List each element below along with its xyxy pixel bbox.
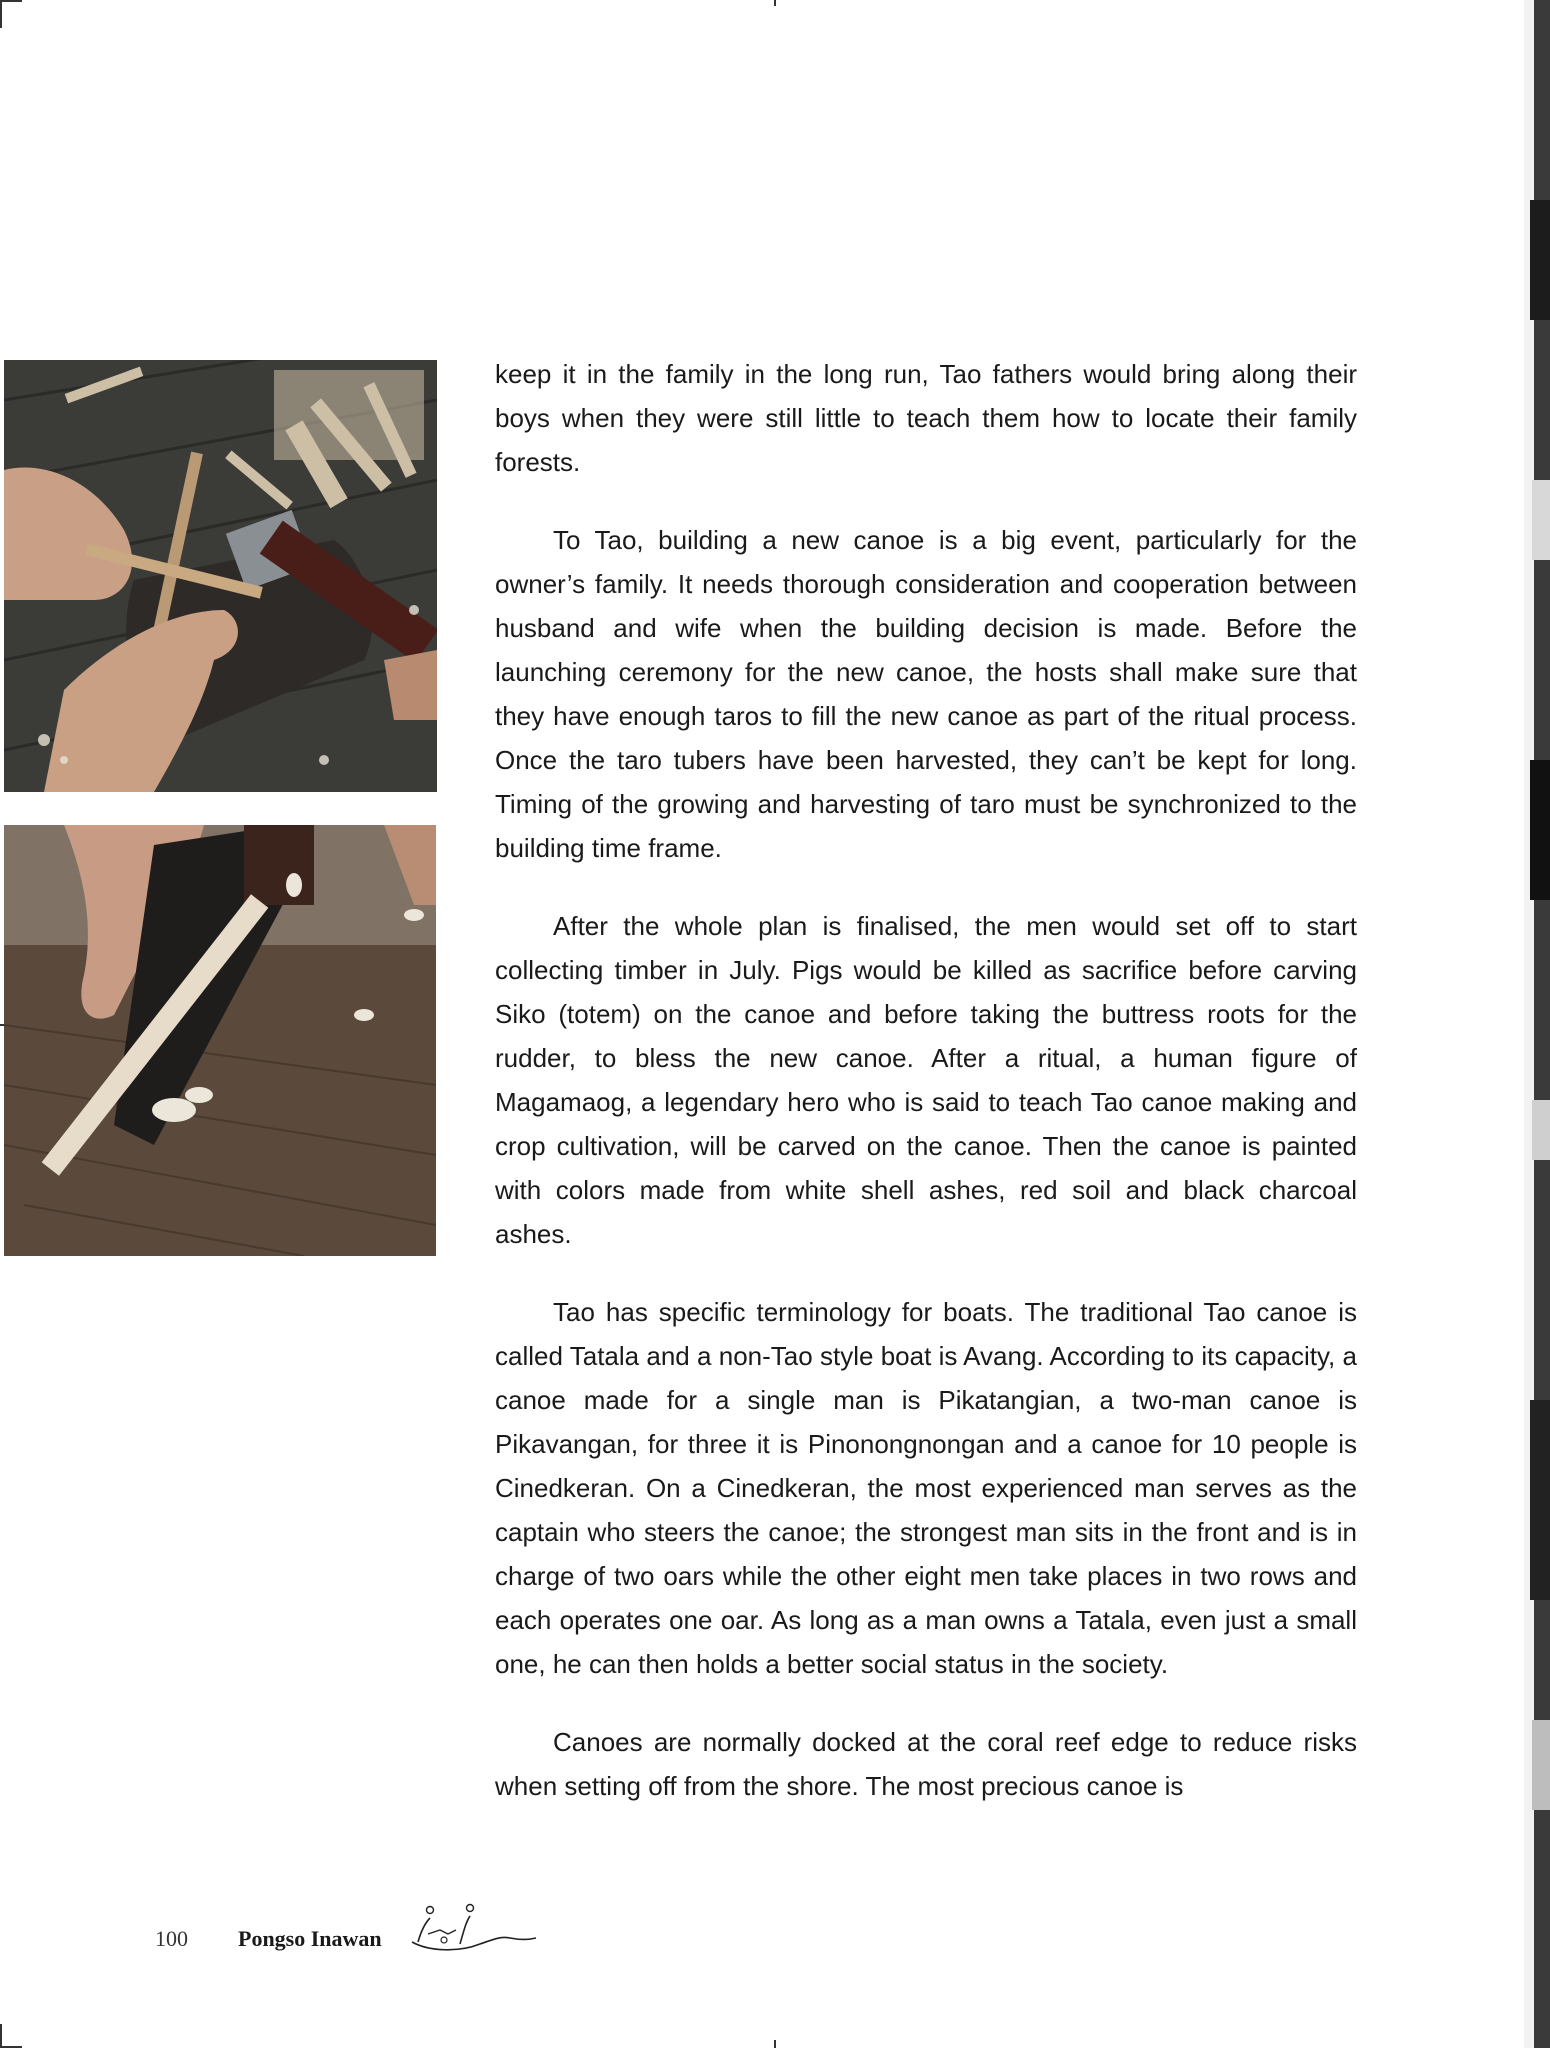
body-text	[495, 352, 1357, 1842]
photo-carving-wood-axe	[4, 360, 437, 792]
right-edge-photo-strip	[1524, 0, 1550, 2048]
crop-mark	[774, 2040, 776, 2048]
photo-adze-shaving	[4, 825, 436, 1256]
canoe-logo-icon	[400, 1898, 540, 1958]
paragraph: Tao has specific terminology for boats. The traditional Tao canoe is called Tatala and a non-Tao style boat is Avang. According to its capacity, a canoe made for a single man is Pikatangian, a two-man canoe is Pikavangan, for three it is Pinonongnongan and a canoe for 10 people is Cinedkeran. On a Cinedkeran, the most experienced man serves as the captain who steers the canoe; the strongest man sits in the front and is in charge of two oars while the other eight men take places in two rows and each operates one oar. As long as a man owns a Tatala, even just a small one, he can then holds a better social status in the society.	[495, 1297, 1357, 1679]
crop-mark	[0, 0, 22, 2]
paragraph: keep it in the family in the long run, Tao fathers would bring along their boys when they were still little to teach them how to locate their family forests.	[495, 359, 1357, 477]
crop-mark	[774, 0, 776, 6]
page-number: 100	[155, 1926, 188, 1951]
crop-mark	[0, 2024, 2, 2048]
paragraph: To Tao, building a new canoe is a big event, particularly for the owner’s family. It needs thorough consideration and cooperation between husband and wife when the building decision is made. Before the launching ceremony for the new canoe, the hosts shall make sure that they have enough taros to fill the new canoe as part of the ritual process. Once the taro tubers have been harvested, they can’t be kept for long. Timing of the growing and harvesting of taro must be synchronized to the building time frame.	[495, 525, 1357, 863]
book-title: Pongso Inawan	[238, 1926, 382, 1951]
crop-mark	[0, 0, 2, 28]
paragraph: After the whole plan is finalised, the men would set off to start collecting timber in July. Pigs would be killed as sacrifice before carving Siko (totem) on the canoe and before taking the buttress roots for the rudder, to bless the new canoe. After a ritual, a human figure of Magamaog, a legendary hero who is said to teach Tao canoe making and crop cultivation, will be carved on the canoe. Then the canoe is painted with colors made from white shell ashes, red soil and black charcoal ashes.	[495, 911, 1357, 1249]
paragraph: Canoes are normally docked at the coral reef edge to reduce risks when setting off from the shore. The most precious canoe is	[495, 1727, 1357, 1801]
